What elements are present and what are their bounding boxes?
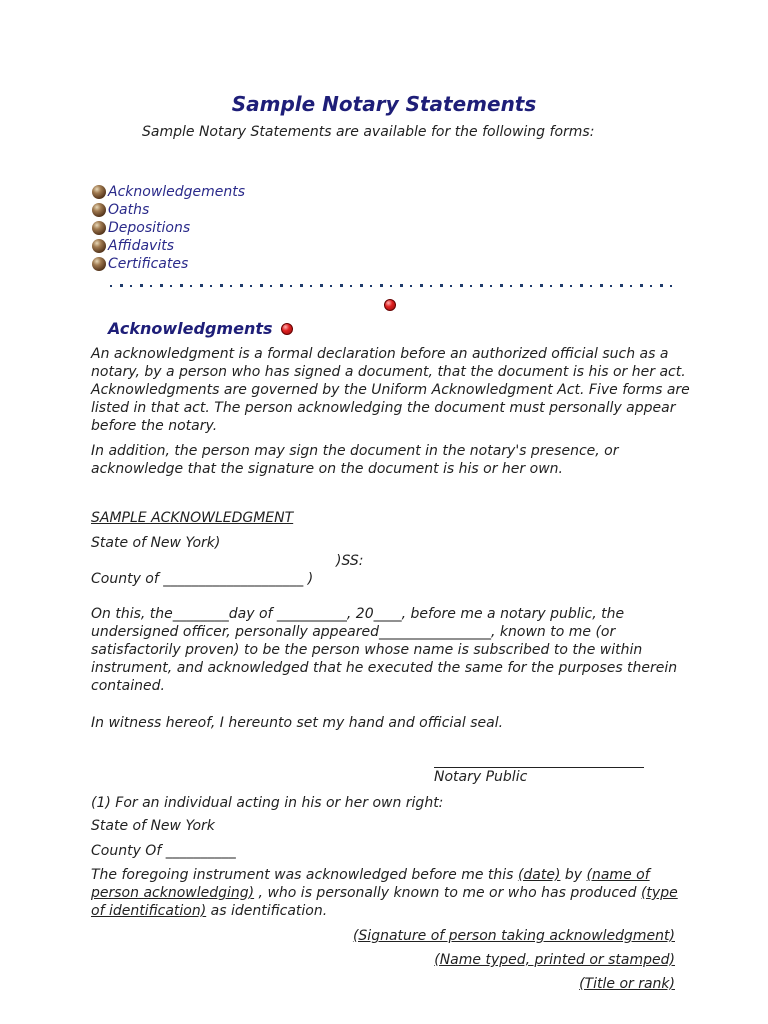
signature-taking-line: (Signature of person taking acknowledgment): [352, 928, 675, 944]
text-segment: The foregoing instrument was acknowledged before me this: [91, 867, 518, 883]
divider-dot: [390, 285, 392, 287]
divider-dot: [420, 284, 423, 287]
ss-marker: )SS:: [336, 553, 364, 569]
divider-dot: [240, 284, 243, 287]
divider-dot: [360, 284, 363, 287]
bronze-ball-bullet-icon: [92, 239, 106, 253]
paragraph-acknowledgment-form: On this, the________day of __________, 20____, before me a notary public, the undersigned officer, personally appeared________________, known to me (or satisfactorily proven) to be the person whose name is subscribed to the within instrument, and acknowledged that he executed the same for the purposes therein contained.: [91, 606, 678, 694]
divider-dot: [260, 284, 263, 287]
text-segment: by: [560, 867, 587, 883]
divider-dot: [290, 285, 292, 287]
state-line: State of New York): [91, 535, 221, 551]
link-certificates[interactable]: Certificates: [108, 256, 189, 272]
paragraph-addition: In addition, the person may sign the document in the notary's presence, or acknowledge that the signature on the document is his or her own.: [91, 443, 619, 477]
divider-dot: [610, 285, 612, 287]
paragraph-definition: An acknowledgment is a formal declaration before an authorized official such as a notary, by a person who has signed a document, that the document is his or her act. Acknowledgments are governed by the Uniform Acknowledgment Act. Five forms are listed in that act. The person acknowledging the document must personally appear before the notary.: [91, 346, 690, 434]
divider-dot: [460, 284, 463, 287]
name-placeholder: (name of person acknowledging): [91, 867, 650, 901]
text-segment: , who is personally known to me or who has produced: [254, 885, 641, 901]
divider-dot: [380, 284, 383, 287]
divider-dot: [400, 284, 403, 287]
divider-dot: [630, 285, 632, 287]
text-segment: as identification.: [206, 903, 328, 919]
divider-dot: [560, 284, 563, 287]
divider-dot: [180, 284, 183, 287]
divider-dot: [320, 284, 323, 287]
link-affidavits[interactable]: Affidavits: [108, 238, 174, 254]
divider-dot: [670, 285, 672, 287]
link-oaths[interactable]: Oaths: [108, 202, 150, 218]
divider-dot: [430, 285, 432, 287]
divider-dot: [590, 285, 592, 287]
divider-dot: [470, 285, 472, 287]
county-line: County of ____________________ ): [91, 571, 314, 587]
divider-dot: [220, 284, 223, 287]
divider-dot: [620, 284, 623, 287]
intro-text: Sample Notary Statements are available for the following forms:: [142, 124, 595, 140]
sample-heading: SAMPLE ACKNOWLEDGMENT: [91, 510, 294, 526]
divider-dot: [600, 284, 603, 287]
divider-dot: [330, 285, 332, 287]
divider-dot: [550, 285, 552, 287]
divider-dot: [170, 285, 172, 287]
divider-dot: [480, 284, 483, 287]
state-line-2: State of New York: [91, 818, 215, 834]
divider-dot: [110, 285, 112, 287]
section-heading-text: Acknowledgments: [108, 319, 273, 338]
bronze-ball-bullet-icon: [92, 221, 106, 235]
divider-dot: [570, 285, 572, 287]
divider-dot: [440, 284, 443, 287]
list-item: [92, 183, 245, 201]
notary-public-label: Notary Public: [434, 769, 528, 785]
divider-dot: [270, 285, 272, 287]
divider-dot: [140, 284, 143, 287]
individual-heading: (1) For an individual acting in his or her own right:: [91, 795, 444, 811]
divider-dot: [340, 284, 343, 287]
divider-dot: [500, 284, 503, 287]
divider-dot: [190, 285, 192, 287]
bronze-ball-bullet-icon: [92, 185, 106, 199]
dotted-divider-graphic: [108, 283, 678, 289]
divider-dot: [540, 284, 543, 287]
divider-dot: [530, 285, 532, 287]
red-ball-icon: [384, 299, 396, 311]
identification-placeholder: (type of identification): [91, 885, 678, 919]
divider-dot: [650, 285, 652, 287]
red-ball-icon: [281, 323, 293, 335]
page-title: Sample Notary Statements: [231, 92, 537, 116]
list-item: [92, 255, 245, 273]
divider-dot: [160, 284, 163, 287]
divider-dot: [200, 284, 203, 287]
divider-dot: [130, 285, 132, 287]
paragraph-foregoing-instrument: [91, 866, 691, 920]
divider-dot: [450, 285, 452, 287]
divider-dot: [280, 284, 283, 287]
divider-dot: [300, 284, 303, 287]
list-item: [92, 237, 245, 255]
form-links-list: [92, 183, 245, 273]
divider-dot: [490, 285, 492, 287]
divider-dot: [250, 285, 252, 287]
bronze-ball-bullet-icon: [92, 257, 106, 271]
list-item: [92, 219, 245, 237]
date-placeholder: (date): [517, 867, 561, 883]
divider-dot: [410, 285, 412, 287]
dotted-divider: [108, 283, 678, 289]
name-typed-line: (Name typed, printed or stamped): [434, 952, 675, 968]
divider-dot: [520, 284, 523, 287]
section-heading: [108, 319, 293, 338]
divider-dot: [640, 284, 643, 287]
link-depositions[interactable]: Depositions: [108, 220, 191, 236]
divider-dot: [660, 284, 663, 287]
divider-dot: [150, 285, 152, 287]
link-acknowledgements[interactable]: Acknowledgements: [108, 184, 246, 200]
divider-dot: [210, 285, 212, 287]
divider-dot: [510, 285, 512, 287]
title-rank-line: (Title or rank): [579, 976, 675, 992]
divider-dot: [370, 285, 372, 287]
county-line-2: County Of __________: [91, 843, 236, 859]
divider-dot: [120, 284, 123, 287]
witness-line: In witness hereof, I hereunto set my hand and official seal.: [91, 715, 504, 731]
divider-dot: [310, 285, 312, 287]
list-item: [92, 201, 245, 219]
bronze-ball-bullet-icon: [92, 203, 106, 217]
divider-dot: [580, 284, 583, 287]
divider-dot: [350, 285, 352, 287]
divider-dot: [230, 285, 232, 287]
